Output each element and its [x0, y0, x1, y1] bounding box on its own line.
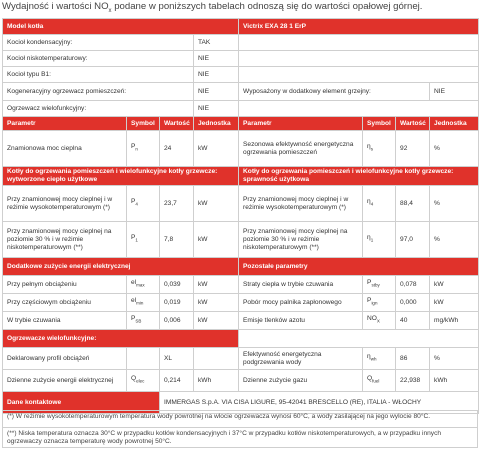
table-row: Dzienne zużycie energii elektrycznej $Q_{elec}$ 0,214 kWh Dzienne zużycie gazu $Q_{fuel}$ 22,938 kWh — [3, 370, 479, 392]
model-name: Victrix EXA 28 1 ErP — [239, 19, 479, 35]
table-row: Przy znamionowej mocy cieplnej na poziomie 30 % i w reżimie niskotemperaturowym (**) $P_1$ 7,8 kW Przy znamionowej mocy cieplnej na poziomie 30 % i w reżimie niskotemperaturowym (**) $\eta_1$ 97,0 % — [3, 222, 479, 258]
model-header-row — [3, 19, 479, 35]
contact-label: Dane kontaktowe — [3, 392, 160, 414]
section-header-row: Dodatkowe zużycie energii elektrycznej Pozostałe parametry — [3, 258, 479, 276]
table-row: W trybie czuwania $P_{SB}$ 0,006 kW Emisje tlenków azotu $NO_X$ 40 mg/kWh — [3, 312, 479, 330]
table-row: Kocioł kondensacyjny: TAK — [3, 35, 479, 51]
table-row: Deklarowany profil obciążeń XL Efektywność energetyczna podgrzewania wody $\eta_{wh}$ 86 % — [3, 348, 479, 370]
footnote-2: (**) Niska temperatura oznacza 30°C w przypadku kotłów kondensacyjnych i 37°C w przypadku kotłów niskotemperaturowych, a w przypadku innych ogrzewaczy oznacza temperaturę wody powrotnej 50°C. — [2, 428, 478, 448]
section-header-row: Ogrzewacze wielofunkcyjne: — [3, 330, 479, 348]
table-row: Kocioł niskotemperaturowy: NIE — [3, 51, 479, 67]
param-header-row: Parametr Symbol Wartość Jednostka Parametr Symbol Wartość Jednostka — [3, 117, 479, 131]
table-row: Ogrzewacz wielofunkcyjny: NIE — [3, 101, 479, 117]
table-row: Kogeneracyjny ogrzewacz pomieszczeń: NIE Wyposażony w dodatkowy element grzejny: NIE — [3, 83, 479, 101]
boiler-data-table — [2, 18, 479, 414]
section-header-row: Kotły do ogrzewania pomieszczeń i wielofunkcyjne kotły grzewcze: wytworzone ciepło użytkowe Kotły do ogrzewania pomieszczeń i wielofunkcyjne kotły grzewcze: sprawność użytkowa — [3, 167, 479, 186]
table-row: Znamionowa moc cieplna $P_n$ 24 kW Sezonowa efektywność energetyczna ogrzewania pomieszczeń $\eta_s$ 92 % — [3, 131, 479, 167]
model-header: Model kotła — [3, 19, 239, 35]
footnote-1: (*) W reżimie wysokotemperaturowym temperatura wody powrotnej na wlocie ogrzewacza wynosi 60°C, a wody zasilającej na jego wylocie 80°C. — [2, 410, 478, 428]
table-row: Przy pełnym obciążeniu $el_{max}$ 0,039 kW Straty ciepła w trybie czuwania $P_{stby}$ 0,078 kW — [3, 276, 479, 294]
table-row: Kocioł typu B1: NIE — [3, 67, 479, 83]
table-row: Przy częściowym obciążeniu $el_{min}$ 0,019 kW Pobór mocy palnika zapłonowego $P_{ign}$ 0,000 kW — [3, 294, 479, 312]
contact-value: IMMERGAS S.p.A. VIA CISA LIGURE, 95-42041 BRESCELLO (RE), ITALIA - WŁOCHY — [160, 392, 479, 414]
intro-text: Wydajność i wartości $NO_x$ podane w poniższych tabelach odnoszą się do wartości opałowej górnej. — [2, 1, 423, 14]
table-row: Przy znamionowej mocy cieplnej i w reżimie wysokotemperaturowym (*) $P_4$ 23,7 kW Przy znamionowej mocy cieplnej i w reżimie wysokotemperaturowym (*) $\eta_4$ 88,4 % — [3, 186, 479, 222]
